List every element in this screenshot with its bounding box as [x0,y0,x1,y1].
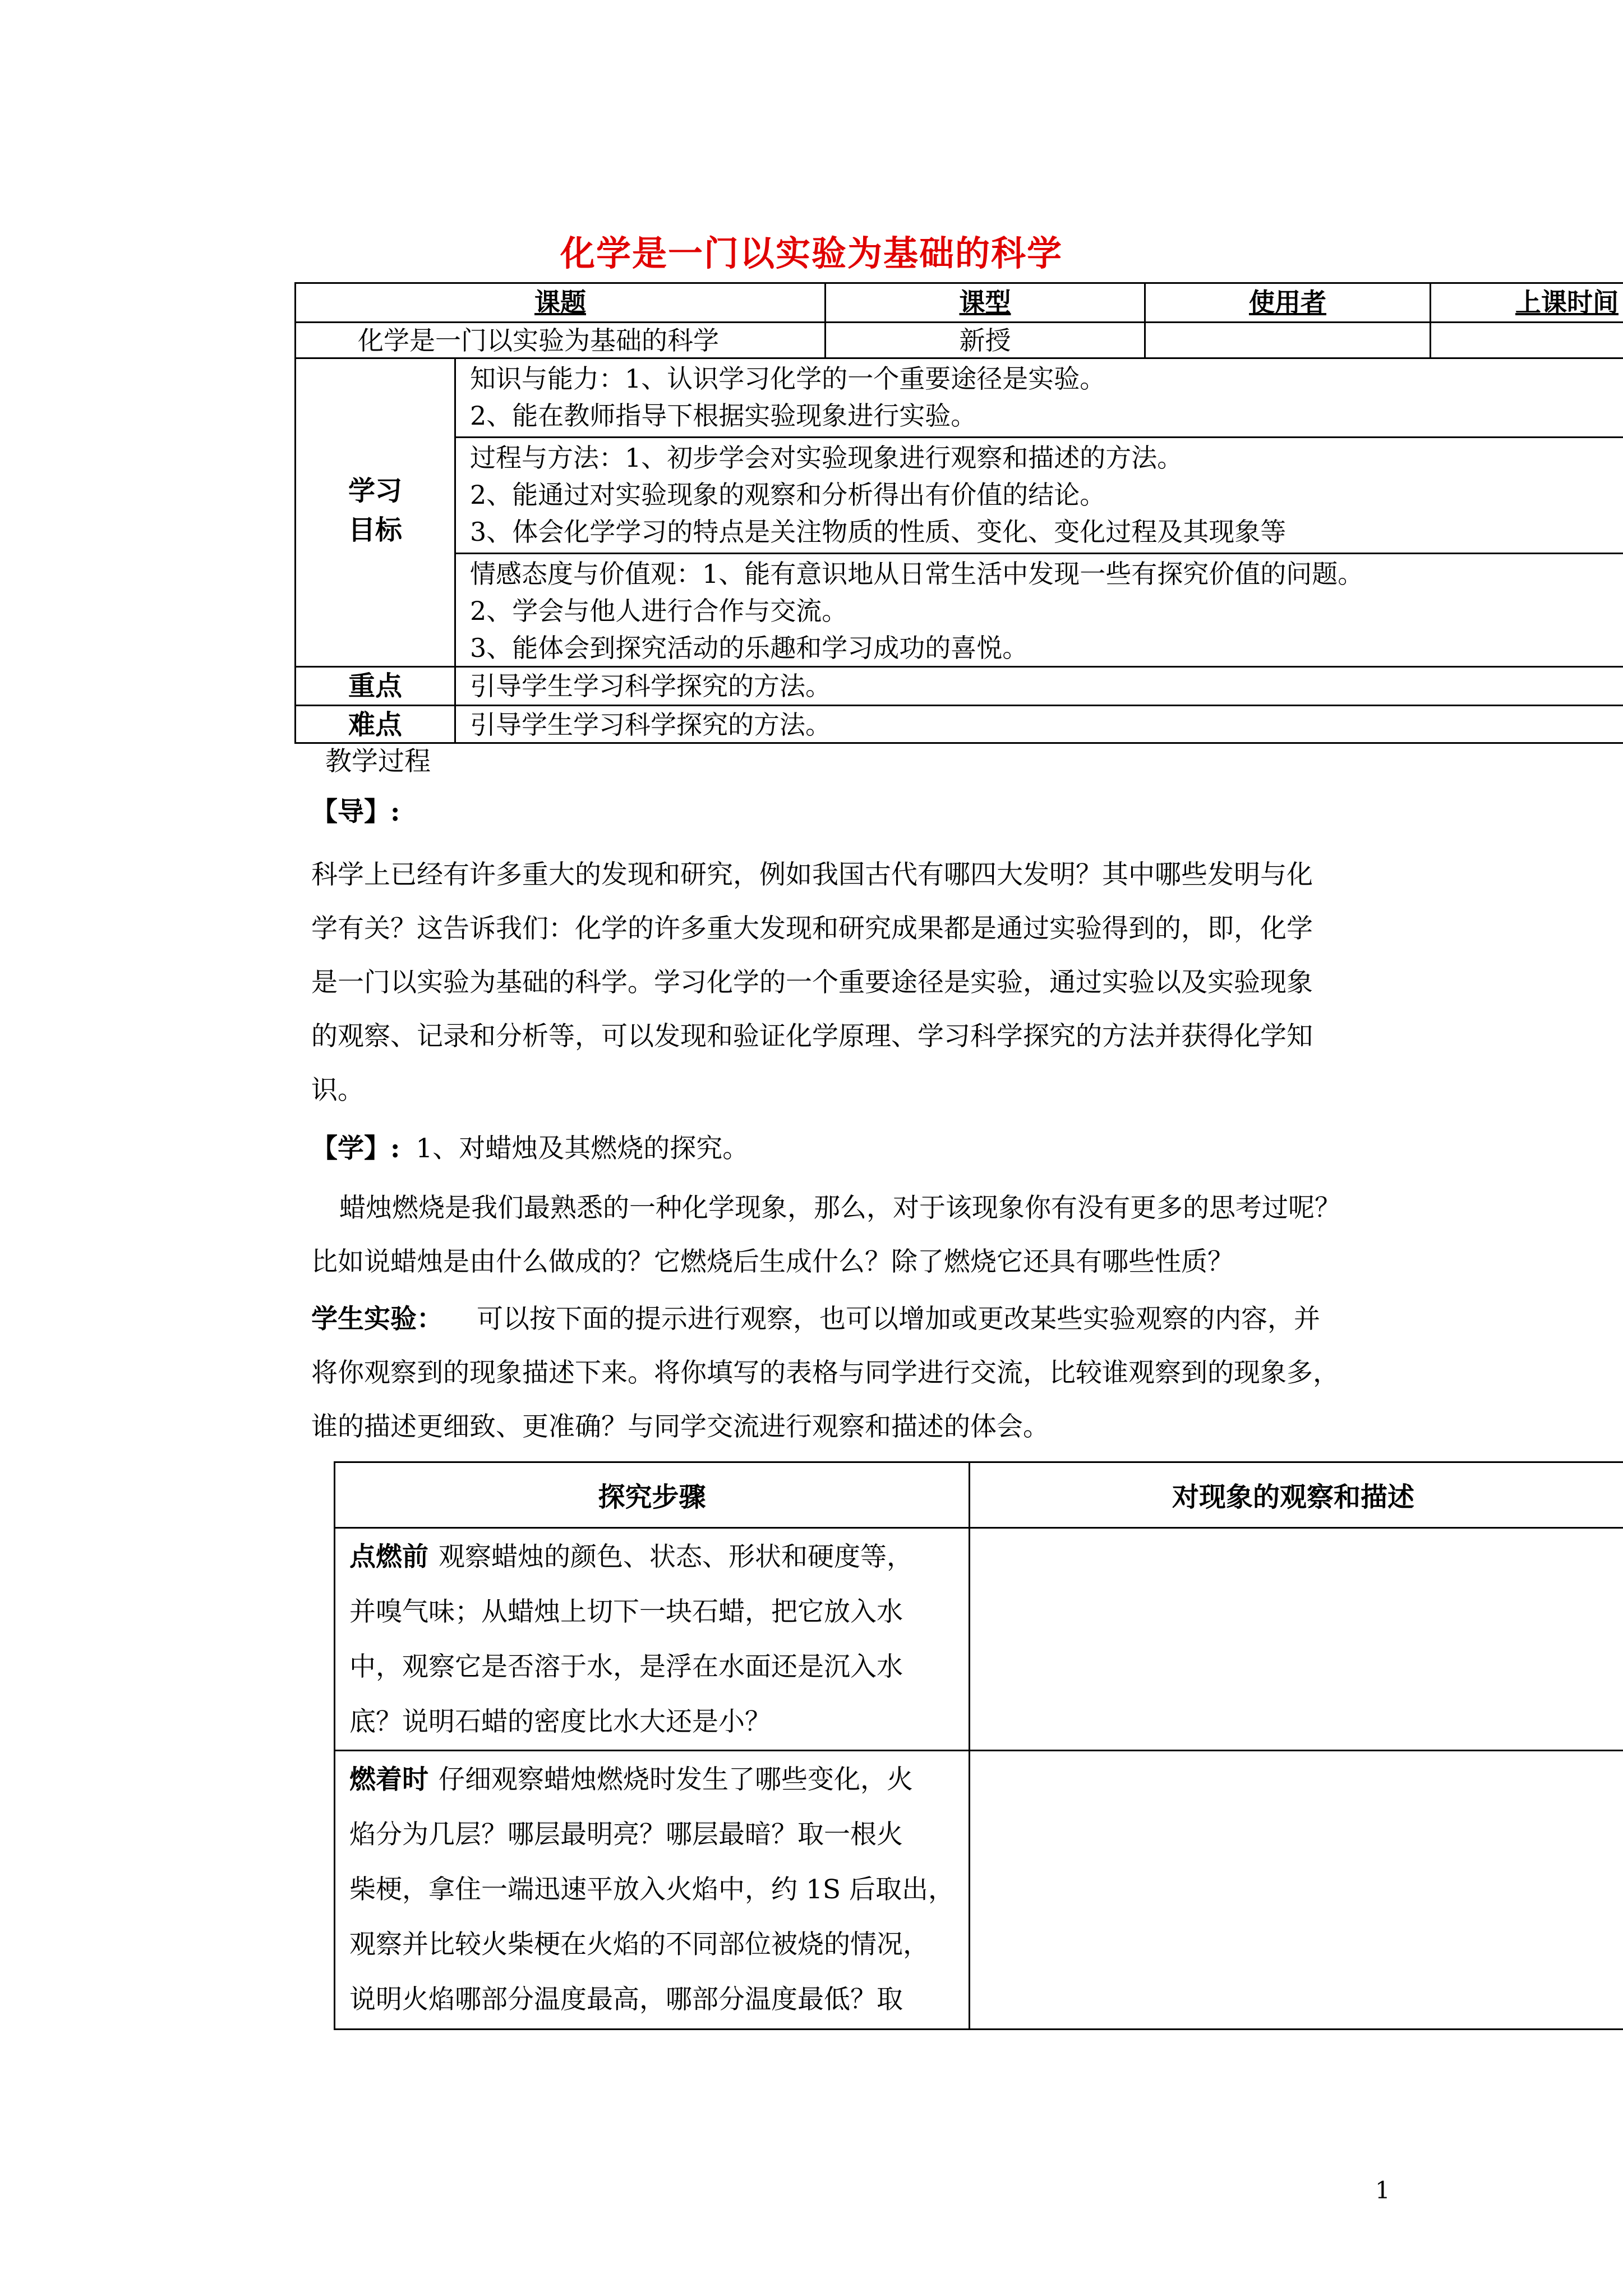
learn-line: 比如说蜡烛是由什么做成的？它燃烧后生成什么？除了燃烧它还具有哪些性质？ [311,1246,1234,1277]
objective-line: 情感态度与价值观：1、能有意识地从日常生活中发现一些有探究价值的问题。 [470,559,1364,589]
exp-line: 并嗅气味；从蜡烛上切下一块石蜡，把它放入水 [349,1596,903,1627]
topic-value: 化学是一门以实验为基础的科学 [358,325,719,356]
key-point-cell [454,666,1623,706]
learn-text: 1、对蜡烛及其燃烧的探究。 [416,1133,749,1164]
objective-line: 2、学会与他人进行合作与交流。 [470,596,848,626]
type-value: 新授 [959,325,1011,356]
exp-observation-before[interactable] [969,1527,1623,1751]
student-exp-paragraph [311,1292,1399,1454]
row-cell-type [824,321,1146,359]
header-cell-type [824,282,1146,323]
learn-heading [311,1129,749,1169]
exp-header-observation: 对现象的观察和描述 [1172,1481,1415,1513]
key-point-text: 引导学生学习科学探究的方法。 [470,671,831,701]
experiment-table [334,1461,1623,2030]
guide-line: 识。 [311,1075,364,1106]
objective-line: 3、能体会到探究活动的乐趣和学习成功的喜悦。 [470,633,1029,663]
guide-line: 科学上已经有许多重大的发现和研究，例如我国古代有哪四大发明？其中哪些发明与化 [311,859,1313,890]
exp-line: 仔细观察蜡烛燃烧时发生了哪些变化，火 [439,1764,913,1795]
exp-header-steps: 探究步骤 [598,1481,706,1513]
objectives-label-line1: 学习 [348,475,402,507]
exp-line: 底？说明石蜡的密度比水大还是小？ [349,1706,771,1737]
difficulty-label: 难点 [348,709,402,740]
header-user: 使用者 [1249,287,1326,318]
guide-label: 【导】: [311,797,400,827]
header-topic: 课题 [534,287,586,318]
exp-row-label: 点燃前 [349,1542,428,1572]
difficulty-label-cell [294,705,456,744]
header-cell-user [1144,282,1431,323]
exp-line: 观察并比较火柴梗在火焰的不同部位被烧的情况， [349,1929,929,1960]
exp-header-cell-observation [969,1461,1623,1529]
guide-paragraph [311,848,1399,1117]
row-cell-user [1144,321,1431,359]
objective-line: 3、体会化学学习的特点是关注物质的性质、变化、变化过程及其现象等 [470,517,1287,547]
student-exp-label: 学生实验： [311,1304,443,1335]
guide-line: 学有关？这告诉我们：化学的许多重大发现和研究成果都是通过实验得到的，即，化学 [311,913,1313,944]
objectives-label-cell [294,357,456,668]
student-exp-line: 谁的描述更细致、更准确？与同学交流进行观察和描述的体会。 [311,1411,1049,1442]
row-cell-time [1430,321,1623,359]
objective-line: 2、能在教师指导下根据实验现象进行实验。 [470,401,977,431]
learn-paragraph [311,1181,1399,1289]
header-cell-time [1430,282,1623,323]
objectives-process-cell [454,436,1623,554]
page-title: 化学是一门以实验为基础的科学 [560,233,1063,274]
difficulty-cell [454,705,1623,744]
page-number: 1 [1375,2177,1390,2204]
student-exp-line: 可以按下面的提示进行观察，也可以增加或更改某些实验观察的内容，并 [477,1304,1320,1335]
key-point-label-cell [294,666,456,706]
header-type: 课型 [959,287,1011,318]
learn-label: 【学】: [311,1133,400,1164]
exp-row-label: 燃着时 [349,1764,428,1795]
exp-line: 观察蜡烛的颜色、状态、形状和硬度等， [439,1542,913,1572]
guide-line: 的观察、记录和分析等，可以发现和验证化学原理、学习科学探究的方法并获得化学知 [311,1021,1313,1052]
exp-observation-burning[interactable] [969,1750,1623,2030]
exp-line: 说明火焰哪部分温度最高，哪部分温度最低？取 [349,1984,903,2015]
exp-row-before [334,1527,970,1751]
exp-header-cell-steps [334,1461,970,1529]
student-exp-line: 将你观察到的现象描述下来。将你填写的表格与同学进行交流，比较谁观察到的现象多， [311,1358,1339,1388]
process-heading: 教学过程 [325,746,431,777]
exp-line: 中，观察它是否溶于水，是浮在水面还是沉入水 [349,1651,903,1682]
guide-line: 是一门以实验为基础的科学。学习化学的一个重要途径是实验，通过实验以及实验现象 [311,967,1313,998]
learn-line: 蜡烛燃烧是我们最熟悉的一种化学现象，那么，对于该现象你有没有更多的思考过呢？ [339,1193,1341,1223]
header-time: 上课时间 [1515,287,1619,318]
objectives-label-line2: 目标 [348,514,402,546]
key-point-label: 重点 [348,670,402,702]
lesson-info-table [294,282,1623,742]
objectives-emotion-cell [454,553,1623,668]
exp-line: 柴梗，拿住一端迅速平放入火焰中，约 1S 后取出， [349,1874,955,1905]
row-cell-topic [294,321,826,359]
objectives-knowledge-cell [454,357,1623,438]
objective-line: 知识与能力：1、认识学习化学的一个重要途径是实验。 [470,364,1106,394]
objective-line: 2、能通过对实验现象的观察和分析得出有价值的结论。 [470,480,1106,510]
exp-line: 焰分为几层？哪层最明亮？哪层最暗？取一根火 [349,1819,903,1850]
difficulty-text: 引导学生学习科学探究的方法。 [470,710,831,740]
objective-line: 过程与方法：1、初步学会对实验现象进行观察和描述的方法。 [470,443,1183,473]
exp-row-burning [334,1750,970,2030]
header-cell-topic [294,282,826,323]
